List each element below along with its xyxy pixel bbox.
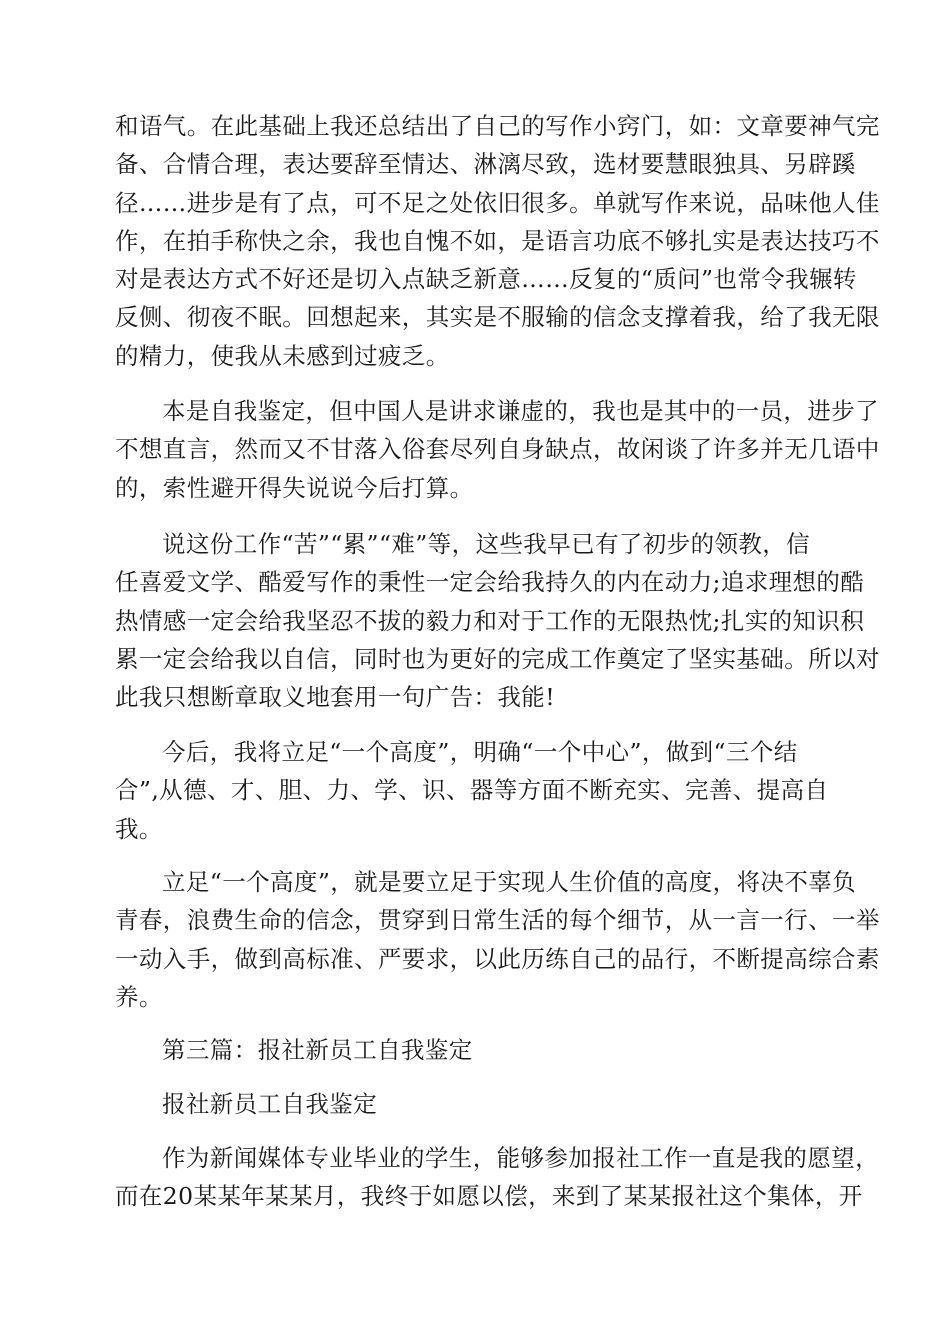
- paragraph-line: 立足“一个高度”，就是要立足于实现人生价值的高度，将决不辜负: [162, 868, 857, 896]
- paragraph-line: 一动入手，做到高标准、严要求，以此历练自己的品行，不断提高综合素: [115, 944, 880, 973]
- paragraph-line: 今后，我将立足“一个高度”，明确“一个中心”，做到“三个结: [162, 738, 798, 766]
- paragraph-line: 作为新闻媒体专业毕业的学生，能够参加报社工作一直是我的愿望，: [162, 1144, 879, 1172]
- paragraph-line: 的精力，使我从未感到过疲乏。: [115, 341, 450, 370]
- paragraph-line: 累一定会给我以自信，同时也为更好的完成工作奠定了坚实基础。所以对: [115, 644, 880, 673]
- paragraph-line: 不想直言，然而又不甘落入俗套尽列自身缺点，故闲谈了许多并无几语中: [115, 435, 880, 464]
- paragraph-line: 合”,从德、才、胆、力、学、识、器等方面不断充实、完善、提高自: [115, 776, 829, 805]
- paragraph-line: 养。: [115, 982, 163, 1011]
- section-heading-text: 第三篇：报社新员工自我鉴定: [162, 1036, 473, 1064]
- paragraph-line: 本是自我鉴定，但中国人是讲求谦虚的，我也是其中的一员，进步了: [162, 397, 879, 425]
- paragraph-line: 和语气。在此基础上我还总结出了自己的写作小窍门，如：文章要神气完: [115, 112, 880, 140]
- paragraph-line: 我。: [115, 814, 163, 843]
- paragraph-line: 而在20某某年某某月，我终于如愿以偿，来到了某某报社这个集体，开: [115, 1182, 863, 1211]
- paragraph-line: 说这份工作“苦”“累”“难”等，这些我早已有了初步的领教，信: [162, 530, 811, 558]
- paragraph-2: [115, 392, 880, 507]
- paragraph-1: [115, 107, 880, 375]
- paragraph-line: 作，在拍手称快之余，我也自愧不如，是语言功底不够扎实是表达技巧不: [115, 226, 880, 255]
- paragraph-line: 青春，浪费生命的信念，贯穿到日常生活的每个细节，从一言一行、一举: [115, 906, 880, 935]
- paragraph-line: 的，索性避开得失说说今后打算。: [115, 473, 474, 502]
- paragraph-line: 对是表达方式不好还是切入点缺乏新意……反复的“质问”也常令我辗转: [115, 265, 857, 294]
- paragraph-4: [115, 733, 835, 848]
- paragraph-line: 反侧、彻夜不眠。回想起来，其实是不服输的信念支撑着我，给了我无限: [115, 303, 880, 332]
- paragraph-5: [115, 863, 880, 1016]
- paragraph-line: 备、合情合理，表达要辞至情达、淋漓尽致，选材要慧眼独具、另辟蹊: [115, 150, 856, 179]
- paragraph-3: [115, 525, 880, 716]
- document-title: [115, 1085, 835, 1123]
- paragraph-line: 热情感一定会给我坚忍不拔的毅力和对于工作的无限热忱;扎实的知识积: [115, 606, 865, 635]
- paragraph-line: 径……进步是有了点，可不足之处依旧很多。单就写作来说，品味他人佳: [115, 188, 880, 217]
- paragraph-line: 任喜爱文学、酷爱写作的秉性一定会给我持久的内在动力;追求理想的酷: [115, 568, 865, 597]
- paragraph-line: 此我只想断章取义地套用一句广告：我能!: [115, 683, 556, 712]
- document-title-text: 报社新员工自我鉴定: [162, 1090, 378, 1118]
- section-heading: [115, 1031, 835, 1069]
- paragraph-6: [115, 1139, 879, 1216]
